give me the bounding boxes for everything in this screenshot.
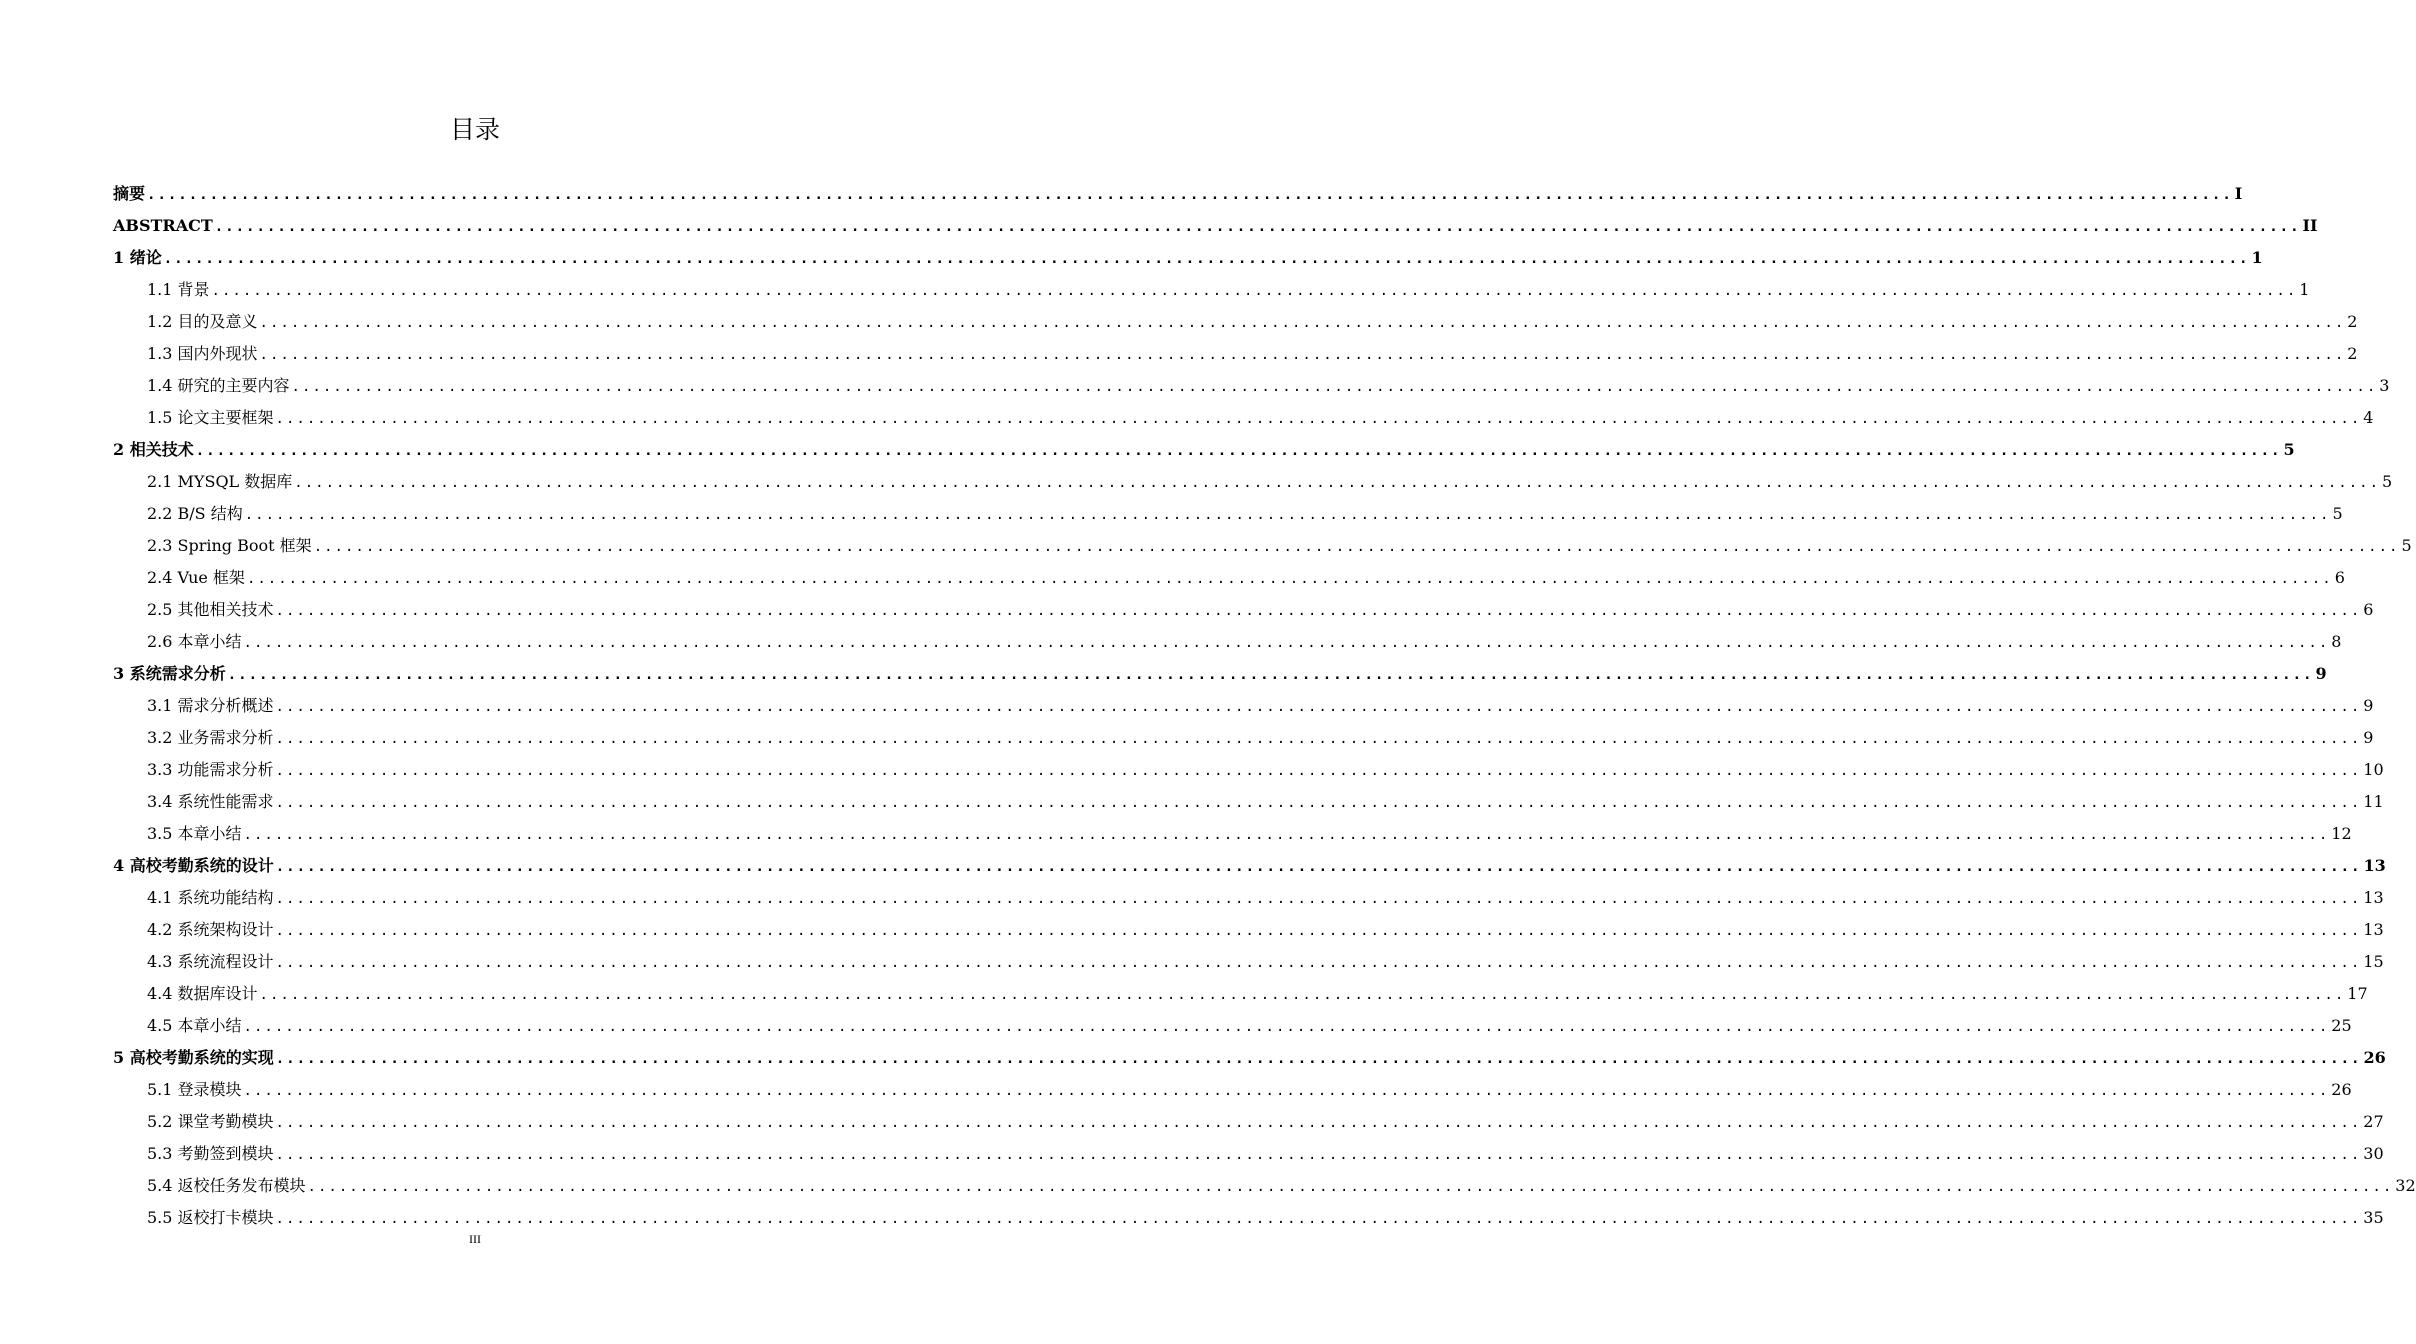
toc-entry-label: 5 高校考勤系统的实现 [113, 1048, 274, 1067]
toc-section-entry[interactable] [113, 562, 2345, 594]
toc-entry-label: 4.4 数据库设计 [147, 984, 258, 1003]
toc-section-entry[interactable] [113, 626, 2342, 658]
toc-entry-page: 6 [2363, 600, 2374, 619]
toc-dot-leader: ........................................................................................................................................................................................................ [147, 187, 2233, 203]
toc-dot-leader: ........................................................................................................................................................................................................ [275, 603, 2362, 619]
toc-entry-page: 5 [2332, 504, 2343, 523]
toc-entry-page: 27 [2363, 1112, 2384, 1131]
table-of-contents [113, 178, 2416, 1234]
toc-entry-page: 12 [2331, 824, 2352, 843]
toc-dot-leader: ........................................................................................................................................................................................................ [275, 763, 2362, 779]
toc-entry-page: 5 [2401, 536, 2412, 555]
toc-dot-leader: ........................................................................................................................................................................................................ [244, 507, 2331, 523]
toc-dot-leader: ........................................................................................................................................................................................................ [211, 283, 2298, 299]
toc-section-entry[interactable] [113, 914, 2384, 946]
toc-section-entry[interactable] [113, 978, 2368, 1010]
toc-entry-label: 5.1 登录模块 [147, 1080, 242, 1099]
toc-chapter-entry[interactable] [113, 850, 2386, 882]
toc-dot-leader: ........................................................................................................................................................................................................ [275, 923, 2362, 939]
toc-entry-label: 1.5 论文主要框架 [147, 408, 274, 427]
toc-entry-label: 3.2 业务需求分析 [147, 728, 274, 747]
toc-dot-leader: ........................................................................................................................................................................................................ [243, 827, 2330, 843]
toc-entry-label: 3.3 功能需求分析 [147, 760, 274, 779]
toc-chapter-entry[interactable] [113, 434, 2295, 466]
toc-section-entry[interactable] [113, 946, 2384, 978]
toc-dot-leader: ........................................................................................................................................................................................................ [275, 891, 2362, 907]
toc-entry-label: 2 相关技术 [113, 440, 194, 459]
toc-entry-label: 4.3 系统流程设计 [147, 952, 274, 971]
toc-entry-page: 35 [2363, 1208, 2384, 1227]
toc-section-entry[interactable] [113, 402, 2374, 434]
toc-dot-leader: ........................................................................................................................................................................................................ [307, 1179, 2394, 1195]
toc-dot-leader: ........................................................................................................................................................................................................ [294, 475, 2381, 491]
toc-entry-page: 6 [2334, 568, 2345, 587]
toc-dot-leader: ........................................................................................................................................................................................................ [275, 795, 2362, 811]
toc-entry-page: 9 [2363, 696, 2374, 715]
toc-entry-label: 5.2 课堂考勤模块 [147, 1112, 274, 1131]
toc-dot-leader: ........................................................................................................................................................................................................ [195, 443, 2282, 459]
toc-entry-label: 5.4 返校任务发布模块 [147, 1176, 306, 1195]
toc-entry-label: 2.4 Vue 框架 [147, 568, 245, 587]
toc-section-entry[interactable] [113, 818, 2352, 850]
toc-entry-page: 26 [2363, 1048, 2386, 1067]
toc-dot-leader: ........................................................................................................................................................................................................ [214, 219, 2301, 235]
toc-entry-page: 15 [2363, 952, 2384, 971]
toc-section-entry[interactable] [113, 306, 2358, 338]
toc-entry-label: 摘要 [113, 184, 146, 203]
toc-entry-page: 8 [2331, 632, 2342, 651]
toc-entry-label: 1.2 目的及意义 [147, 312, 258, 331]
toc-chapter-entry[interactable] [113, 1042, 2386, 1074]
toc-entry-label: 3.4 系统性能需求 [147, 792, 274, 811]
toc-section-entry[interactable] [113, 1074, 2352, 1106]
toc-entry-page: 4 [2363, 408, 2374, 427]
toc-section-entry[interactable] [113, 338, 2358, 370]
toc-entry-label: 1.3 国内外现状 [147, 344, 258, 363]
toc-entry-page: 5 [2382, 472, 2393, 491]
toc-entry-page: 13 [2363, 856, 2386, 875]
toc-section-entry[interactable] [113, 882, 2384, 914]
toc-section-entry[interactable] [113, 1138, 2384, 1170]
toc-entry-page: 26 [2331, 1080, 2352, 1099]
toc-entry-label: 4.1 系统功能结构 [147, 888, 274, 907]
toc-entry-page: 32 [2395, 1176, 2416, 1195]
toc-entry-page: I [2234, 184, 2243, 203]
toc-chapter-entry[interactable] [113, 242, 2263, 274]
toc-section-entry[interactable] [113, 1106, 2384, 1138]
toc-dot-leader: ........................................................................................................................................................................................................ [275, 1051, 2362, 1067]
toc-dot-leader: ........................................................................................................................................................................................................ [243, 635, 2330, 651]
toc-entry-page: 30 [2363, 1144, 2384, 1163]
toc-entry-page: 3 [2379, 376, 2390, 395]
toc-entry-page: 10 [2363, 760, 2384, 779]
toc-entry-page: 1 [2251, 248, 2263, 267]
toc-section-entry[interactable] [113, 466, 2393, 498]
toc-dot-leader: ........................................................................................................................................................................................................ [275, 1211, 2362, 1227]
toc-dot-leader: ........................................................................................................................................................................................................ [246, 571, 2333, 587]
toc-entry-label: 2.3 Spring Boot 框架 [147, 536, 312, 555]
toc-dot-leader: ........................................................................................................................................................................................................ [243, 1019, 2330, 1035]
toc-entry-page: 13 [2363, 888, 2384, 907]
toc-entry-page: 2 [2347, 312, 2358, 331]
toc-dot-leader: ........................................................................................................................................................................................................ [259, 347, 2346, 363]
toc-dot-leader: ........................................................................................................................................................................................................ [275, 411, 2362, 427]
toc-chapter-entry[interactable] [113, 658, 2327, 690]
toc-section-entry[interactable] [113, 1010, 2352, 1042]
toc-section-entry[interactable] [113, 1170, 2416, 1202]
toc-entry-label: 2.5 其他相关技术 [147, 600, 274, 619]
toc-section-entry[interactable] [113, 786, 2384, 818]
toc-dot-leader: ........................................................................................................................................................................................................ [227, 667, 2314, 683]
page-title: 目录 [449, 115, 500, 144]
toc-section-entry[interactable] [113, 274, 2310, 306]
toc-entry-label: 1 绪论 [113, 248, 162, 267]
toc-entry-page: 1 [2299, 280, 2310, 299]
toc-entry-label: 4.5 本章小结 [147, 1016, 242, 1035]
toc-section-entry[interactable] [113, 690, 2374, 722]
toc-entry-label: 2.1 MYSQL 数据库 [147, 472, 293, 491]
toc-entry-label: 5.5 返校打卡模块 [147, 1208, 274, 1227]
toc-entry-label: 1.4 研究的主要内容 [147, 376, 290, 395]
toc-dot-leader: ........................................................................................................................................................................................................ [259, 315, 2346, 331]
toc-entry-page: 25 [2331, 1016, 2352, 1035]
toc-dot-leader: ........................................................................................................................................................................................................ [259, 987, 2346, 1003]
toc-section-entry[interactable] [113, 722, 2374, 754]
toc-dot-leader: ........................................................................................................................................................................................................ [163, 251, 2250, 267]
toc-section-entry[interactable] [113, 594, 2374, 626]
toc-section-entry[interactable] [113, 754, 2384, 786]
toc-section-entry[interactable] [113, 498, 2343, 530]
toc-entry-label: 3.5 本章小结 [147, 824, 242, 843]
toc-entry-page: 5 [2283, 440, 2295, 459]
toc-entry-page: 9 [2315, 664, 2327, 683]
toc-entry-page: 13 [2363, 920, 2384, 939]
toc-entry-label: 4 高校考勤系统的设计 [113, 856, 274, 875]
toc-entry-page: 9 [2363, 728, 2374, 747]
toc-entry-label: ABSTRACT [113, 216, 213, 235]
toc-entry-page: 2 [2347, 344, 2358, 363]
toc-entry-label: 2.6 本章小结 [147, 632, 242, 651]
toc-entry-label: 3.1 需求分析概述 [147, 696, 274, 715]
toc-entry-page: II [2302, 216, 2318, 235]
toc-chapter-entry[interactable] [113, 210, 2318, 242]
toc-dot-leader: ........................................................................................................................................................................................................ [275, 1147, 2362, 1163]
toc-entry-label: 2.2 B/S 结构 [147, 504, 243, 523]
toc-entry-label: 5.3 考勤签到模块 [147, 1144, 274, 1163]
toc-dot-leader: ........................................................................................................................................................................................................ [275, 699, 2362, 715]
toc-chapter-entry[interactable] [113, 178, 2243, 210]
toc-section-entry[interactable] [113, 1202, 2384, 1234]
toc-entry-page: 11 [2363, 792, 2384, 811]
toc-section-entry[interactable] [113, 370, 2390, 402]
toc-dot-leader: ........................................................................................................................................................................................................ [291, 379, 2378, 395]
toc-dot-leader: ........................................................................................................................................................................................................ [275, 731, 2362, 747]
toc-dot-leader: ........................................................................................................................................................................................................ [313, 539, 2400, 555]
page-number: III [469, 1232, 481, 1246]
toc-entry-label: 4.2 系统架构设计 [147, 920, 274, 939]
toc-section-entry[interactable] [113, 530, 2412, 562]
toc-dot-leader: ........................................................................................................................................................................................................ [243, 1083, 2330, 1099]
toc-dot-leader: ........................................................................................................................................................................................................ [275, 1115, 2362, 1131]
toc-dot-leader: ........................................................................................................................................................................................................ [275, 955, 2362, 971]
toc-entry-label: 1.1 背景 [147, 280, 210, 299]
toc-dot-leader: ........................................................................................................................................................................................................ [275, 859, 2362, 875]
toc-entry-label: 3 系统需求分析 [113, 664, 226, 683]
toc-entry-page: 17 [2347, 984, 2368, 1003]
